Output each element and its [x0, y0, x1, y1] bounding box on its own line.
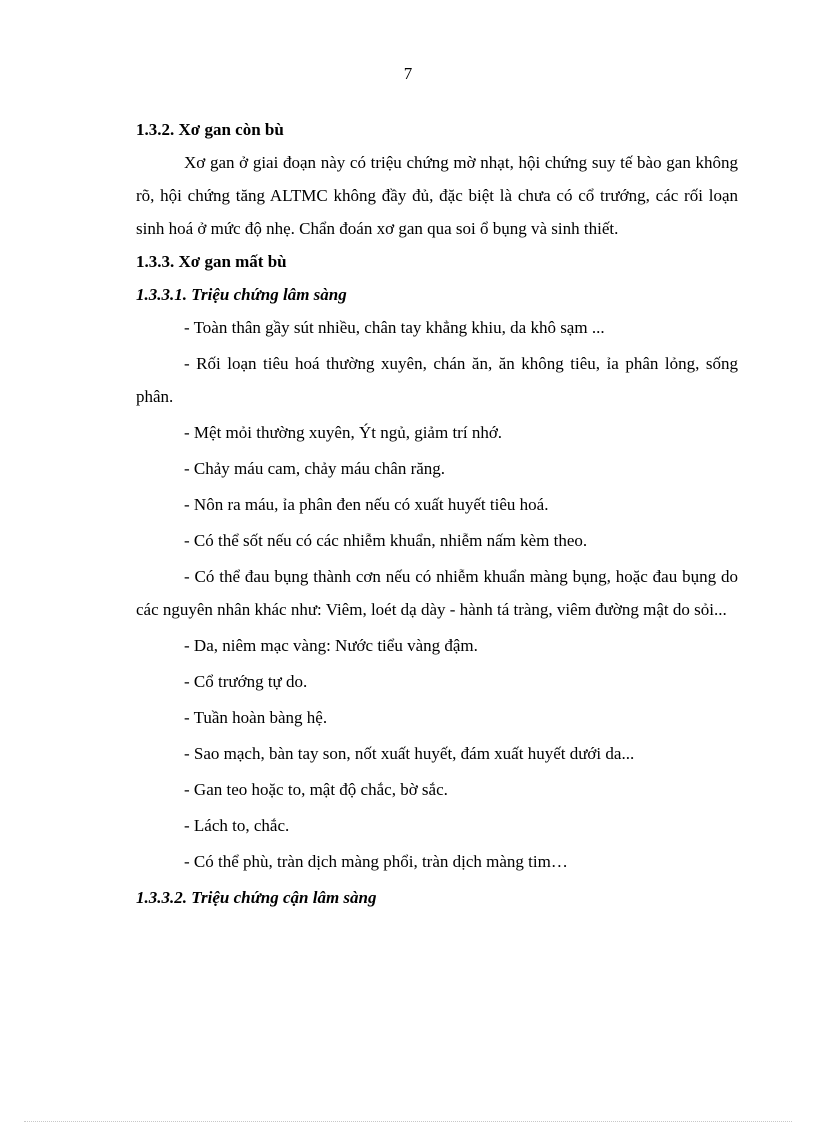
list-item: - Rối loạn tiêu hoá thường xuyên, chán ăn, ăn không tiêu, ỉa phân lỏng, sống phân.: [136, 354, 738, 406]
list-item: - Chảy máu cam, chảy máu chân răng.: [184, 459, 446, 478]
subsection-heading-1-3-3-2: 1.3.3.2. Triệu chứng cận lâm sàng: [136, 888, 377, 907]
list-item: - Có thể sốt nếu có các nhiễm khuẩn, nhiễm nấm kèm theo.: [184, 531, 588, 550]
list-item: - Có thể đau bụng thành cơn nếu có nhiễm khuẩn màng bụng, hoặc đau bụng do các nguyên nhân khác như: Viêm, loét dạ dày - hành tá tràng, viêm đường mật do sỏi...: [136, 567, 738, 619]
page-number: 7: [403, 64, 413, 83]
list-item: - Lách to, chắc.: [184, 816, 290, 835]
list-item: - Cổ trướng tự do.: [184, 672, 308, 691]
section-heading-1-3-2: 1.3.2. Xơ gan còn bù: [136, 120, 284, 139]
paragraph-compensated-cirrhosis: Xơ gan ở giai đoạn này có triệu chứng mờ nhạt, hội chứng suy tế bào gan không rõ, hội chứng tăng ALTMC không đầy đủ, đặc biệt là chưa có cổ trướng, các rối loạn sinh hoá ở mức độ nhẹ. Chẩn đoán xơ gan qua soi ổ bụng và sinh thiết.: [136, 153, 738, 238]
document-body: [136, 113, 738, 914]
section-heading-1-3-3: 1.3.3. Xơ gan mất bù: [136, 252, 287, 271]
list-item: - Nôn ra máu, ỉa phân đen nếu có xuất huyết tiêu hoá.: [184, 495, 549, 514]
list-item: - Toàn thân gầy sút nhiều, chân tay khẳng khiu, da khô sạm ...: [184, 318, 605, 337]
list-item: - Da, niêm mạc vàng: Nước tiểu vàng đậm.: [184, 636, 478, 655]
list-item: - Mệt mỏi thường xuyên, Ýt ngủ, giảm trí nhớ.: [184, 423, 503, 442]
list-item: - Tuần hoàn bàng hệ.: [184, 708, 328, 727]
clinical-symptom-list: [136, 311, 738, 878]
subsection-heading-1-3-3-1: 1.3.3.1. Triệu chứng lâm sàng: [136, 285, 347, 304]
list-item: - Gan teo hoặc to, mật độ chắc, bờ sắc.: [184, 780, 448, 799]
page-bottom-divider: [24, 1121, 792, 1122]
list-item: - Sao mạch, bàn tay son, nốt xuất huyết, đám xuất huyết dưới da...: [184, 744, 635, 763]
list-item: - Có thể phù, tràn dịch màng phổi, tràn dịch màng tim…: [184, 852, 568, 871]
